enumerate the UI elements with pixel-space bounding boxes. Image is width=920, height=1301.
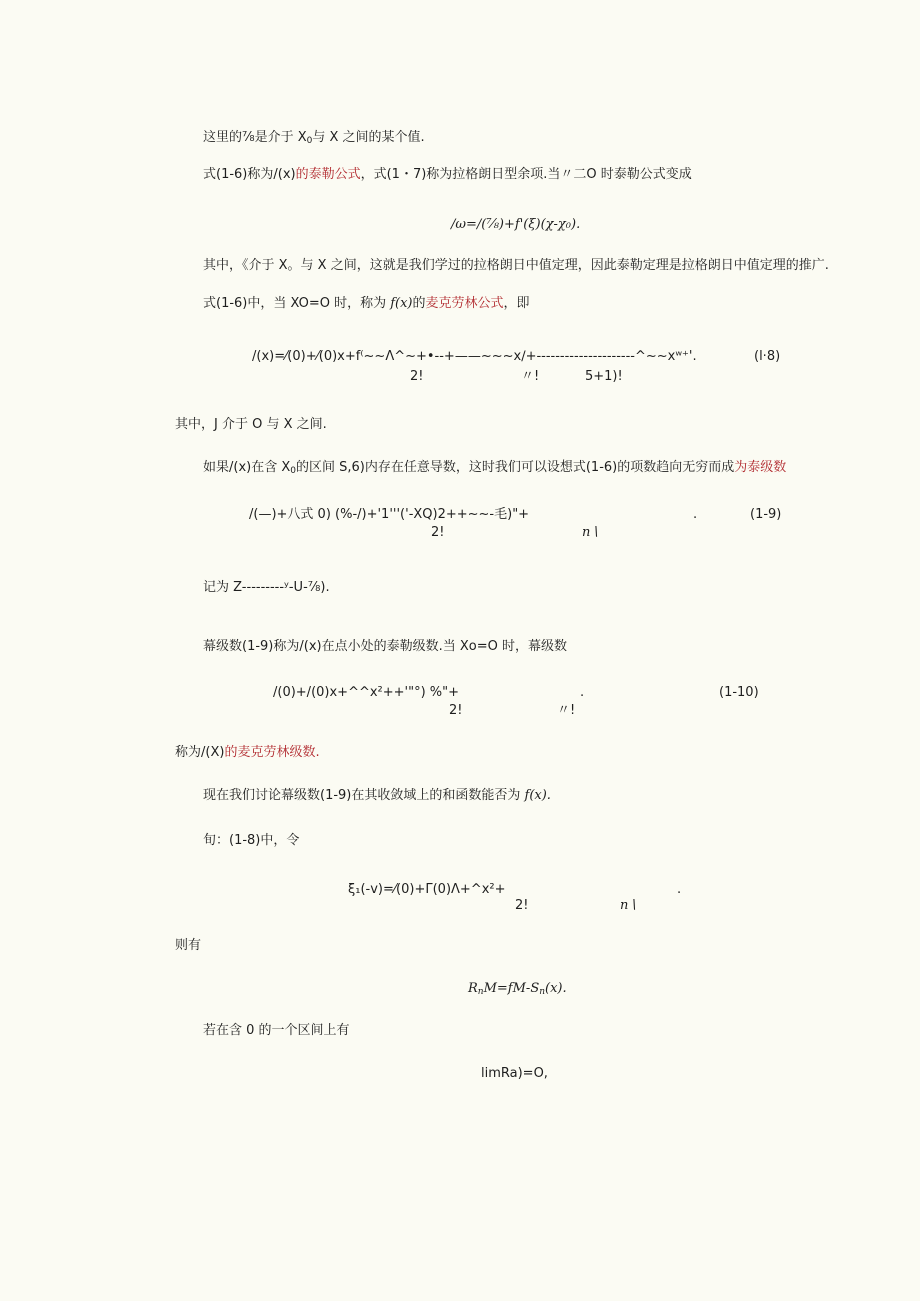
paragraph-8: 幕级数(1-9)称为/(x)在点小处的泰勒级数.当 Xo=O 时，幕级数 (203, 639, 567, 654)
paragraph-6: 如果/(x)在含 $X_0$的区间 S,6)内存在任意导数，这时我们可以设想式(1-6)的项数趋向无穷而成为泰级数 (203, 460, 787, 476)
paragraph-3: 其中，《介于 X。与 X 之间，这就是我们学过的拉格朗日中值定理，因此泰勒定理是拉格朗日中值定理的推广. (203, 258, 829, 273)
paragraph-4: 式(1-6)中，当 XO=O 时，称为 f(x)的麦克劳林公式，即 (203, 296, 530, 311)
equation-6: $R_nM=fM-S_n(x)$. (468, 981, 567, 997)
equation-number: (1-9) (750, 507, 782, 522)
paragraph-11: 旬：(1-8)中，令 (203, 833, 300, 848)
paragraph-12: 则有 (175, 938, 202, 953)
paragraph-13: 若在含 0 的一个区间上有 (203, 1023, 350, 1038)
highlight-term: 的泰勒公式 (295, 167, 361, 182)
paragraph-5: 其中，J 介于 O 与 X 之间. (175, 417, 327, 432)
paragraph-7: 记为 Z---------ʸ-U-⅞). (203, 580, 330, 595)
paragraph-2: 式(1-6)称为/(x)的泰勒公式，式(1・7)称为拉格朗日型余项.当〃二O 时泰勒公式变成 (203, 167, 692, 182)
equation-number: (1-10) (719, 685, 759, 700)
paragraph-9: 称为/(X)的麦克劳林级数. (175, 745, 320, 760)
highlight-term: 为泰级数 (734, 460, 787, 475)
highlight-term: 麦克劳林公式 (425, 296, 504, 311)
equation-1: /ω=/(⅞)+f'(ξ)(χ-χ₀). (451, 217, 581, 232)
paragraph-10: 现在我们讨论幕级数(1-9)在其收敛域上的和函数能否为 f(x). (203, 788, 551, 803)
paragraph-1: 这里的⅞是介于 $X_0$与 X 之间的某个值. (203, 130, 425, 146)
highlight-term: 的麦克劳林级数. (224, 745, 320, 760)
equation-7: limRa)=O, (481, 1066, 548, 1081)
equation-number: (l·8) (754, 349, 781, 364)
